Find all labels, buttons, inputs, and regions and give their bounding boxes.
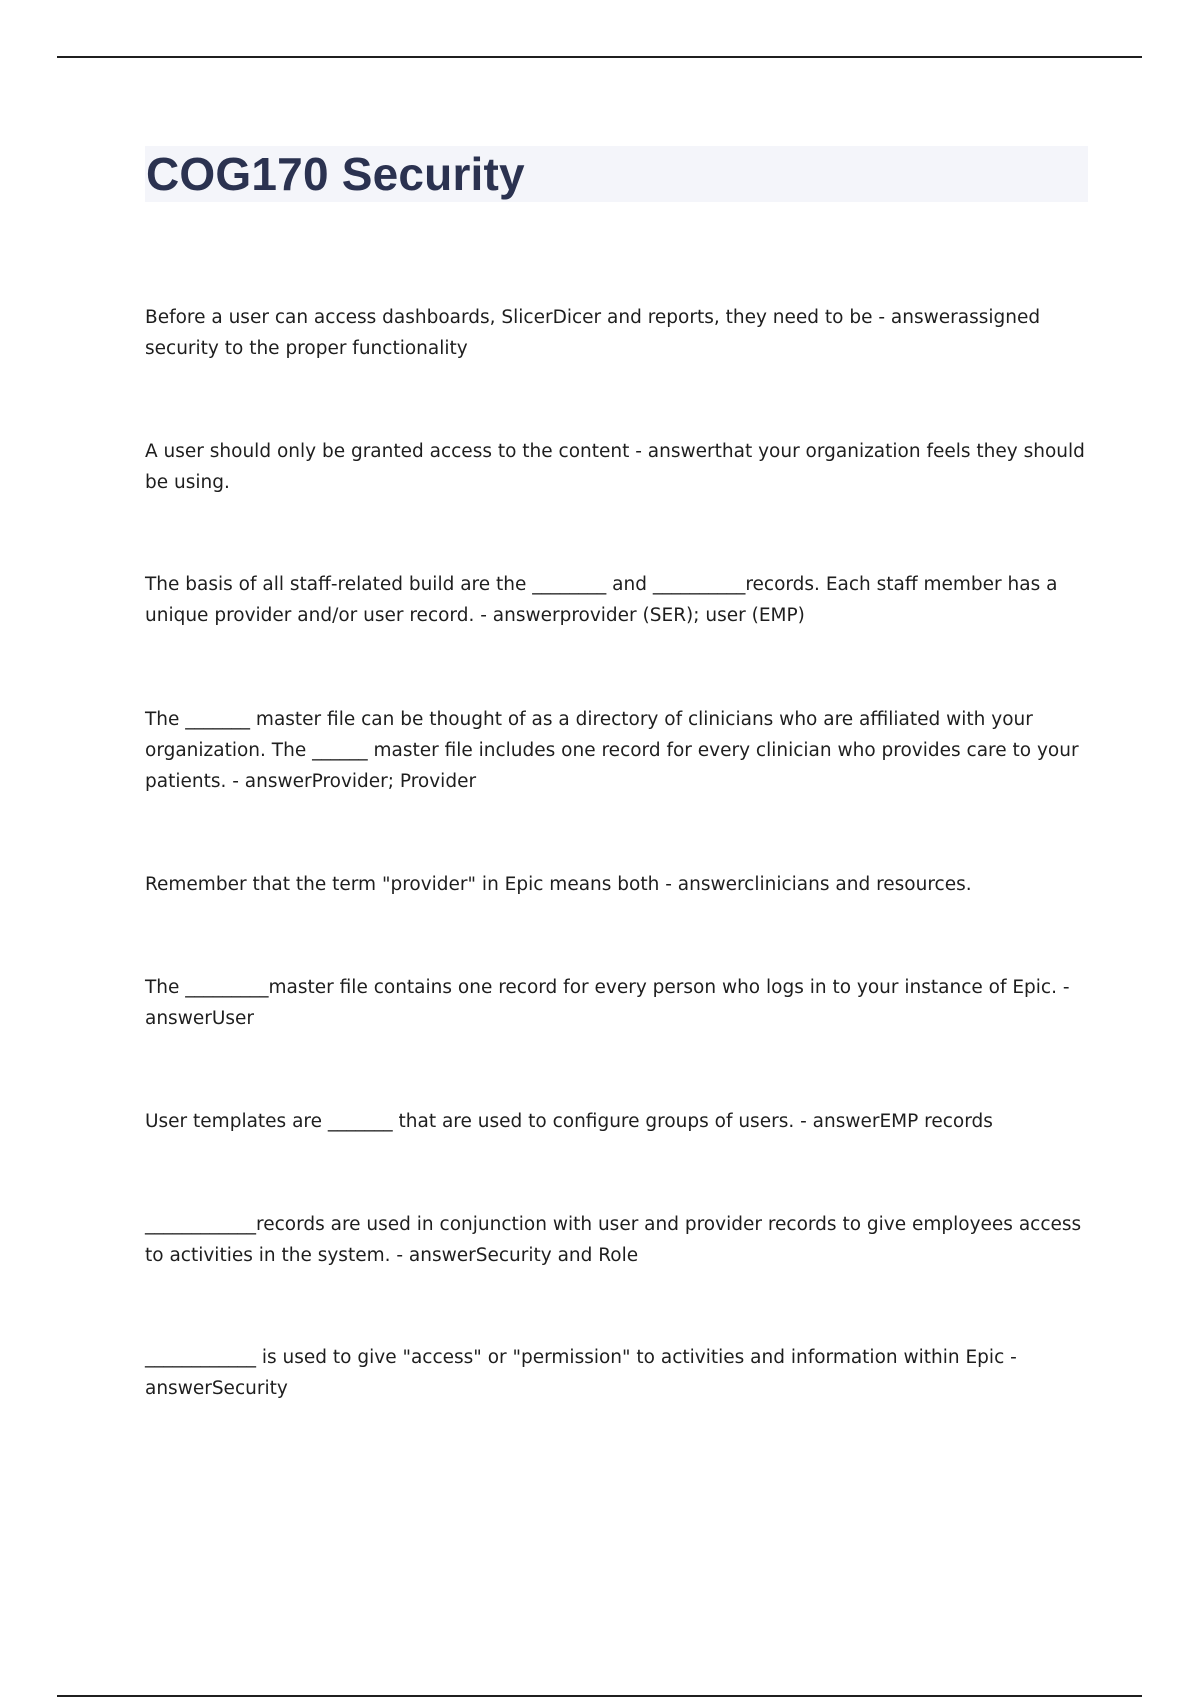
qa-item-1: Before a user can access dashboards, SlicerDicer and reports, they need to be - answerassigned security to the proper functionality xyxy=(145,307,1041,359)
qa-item-3: The basis of all staff-related build are the ________ and __________records. Each staff member has a unique provider and/or user record. - answerprovider (SER); user (EMP) xyxy=(145,574,1058,626)
qa-item-2: A user should only be granted access to the content - answerthat your organization feels they should be using. xyxy=(145,441,1085,493)
qa-item-9: ____________ is used to give "access" or "permission" to activities and information within Epic - answerSecurity xyxy=(145,1347,1017,1399)
qa-item-6: The _________master file contains one record for every person who logs in to your instance of Epic. - answerUser xyxy=(145,977,1070,1029)
qa-item-5: Remember that the term "provider" in Epic means both - answerclinicians and resources. xyxy=(145,874,972,895)
qa-item-4: The _______ master file can be thought of as a directory of clinicians who are affiliated with your organization. The ______ master file includes one record for every clinician who provides care to your patients. - answerProvider; Provider xyxy=(145,709,1079,792)
qa-item-7: User templates are _______ that are used to configure groups of users. - answerEMP records xyxy=(145,1111,993,1132)
header-rule xyxy=(57,56,1142,58)
document-title: COG170 Security xyxy=(146,148,525,200)
footer-rule xyxy=(57,1695,1142,1697)
qa-item-8: ____________records are used in conjunction with user and provider records to give employees access to activities in the system. - answerSecurity and Role xyxy=(145,1214,1082,1266)
